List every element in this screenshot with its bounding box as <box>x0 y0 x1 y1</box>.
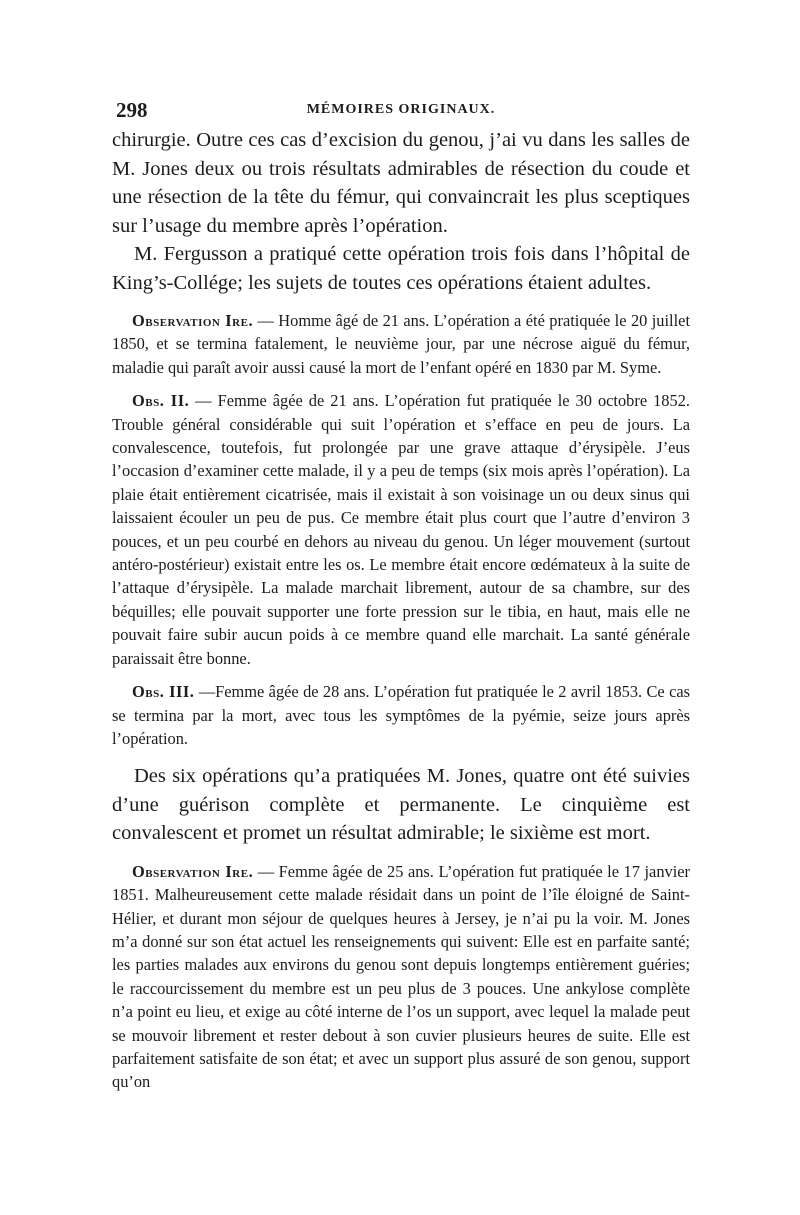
observation-text: — Femme âgée de 25 ans. L’opération fut pratiquée le 17 janvier 1851. Malheureusement cette malade résidait dans un point de l’île éloigné de Saint-Hélier, et durant mon séjour de quelques heures à Jersey, je n’ai pu la voir. M. Jones m’a donné sur son état actuel les renseignements qui suivent: Elle est en parfaite santé; les parties malades aux environs du genou sont depuis longtemps entièrement guéries; le raccourcissement du membre est un peu plus de 3 pouces. Une ankylose complète n’a point eu lieu, et exige au côté interne de l’os un support, avec lequel la malade peut se mouvoir librement et rester debout à son cuvier plusieurs heures de suite. Elle est parfaitement satisfaite de son état; et avec un support plus assuré de son genou, support qu’on <box>112 861 690 1092</box>
observation-paragraph <box>112 680 690 750</box>
observation-text: —Femme âgée de 28 ans. L’opération fut pratiquée le 2 avril 1853. Ce cas se termina par la mort, avec tous les symptômes de la pyémie, seize jours après l’opération. <box>112 682 690 748</box>
observation-text: — Femme âgée de 21 ans. L’opération fut pratiquée le 30 octobre 1852. Trouble général considérable qui suit l’opération et s’efface en peu de jours. La convalescence, toutefois, fut prolongée par une grave attaque d’érysipèle. J’eus l’occasion d’examiner cette malade, il y a peu de temps (six mois après l’opération). La plaie était entièrement cicatrisée, mais il existait à son voisinage un ou deux sinus qui laissaient écouler un peu de pus. Ce membre était plus court que l’autre d’environ 3 pouces, et un peu courbé en dehors au niveau du genou. Un léger mouvement (surtout antéro-postérieur) existait entre les os. Le membre était encore œdémateux à la suite de l’attaque d’érysipèle. La malade marchait librement, autour de sa chambre, sur des béquilles; elle pouvait supporter une forte pression sur le tibia, en haut, mais elle ne pouvait faire subir aucun poids à ce membre quand elle marchait. La santé générale paraissait être bonne. <box>112 391 690 668</box>
page-number: 298 <box>116 98 148 122</box>
body-paragraph: chirurgie. Outre ces cas d’excision du genou, j’ai vu dans les salles de M. Jones deux ou trois résultats admirables de résection du coude et une résection de la tête du fémur, qui convaincrait les plus sceptiques sur l’usage du membre après l’opération. <box>112 129 690 237</box>
running-title: MÉMOIRES ORIGINAUX. <box>306 102 496 117</box>
page-header <box>112 92 690 126</box>
observation-paragraph <box>112 389 690 670</box>
summary-paragraph: Des six opérations qu’a pratiquées M. Jones, quatre ont été suivies d’une guérison complète et permanente. Le cinquième est convalescent et promet un résultat admirable; le sixième est mort. <box>112 765 690 845</box>
body-paragraph: M. Fergusson a pratiqué cette opération trois fois dans l’hôpital de King’s-Collége; les sujets de toutes ces opérations étaient adultes. <box>112 243 690 294</box>
observation-label: Obs. II. <box>132 391 190 411</box>
observation-paragraph <box>112 860 690 1094</box>
observation-label: Observation Ire. <box>132 861 254 881</box>
observation-paragraph <box>112 309 690 379</box>
observation-text: — Homme âgé de 21 ans. L’opération a été pratiquée le 20 juillet 1850, et se termina fatalement, le neuvième jour, par une nécrose aiguë du fémur, maladie qui paraît avoir aussi causé la mort de l’enfant opéré en 1830 par M. Syme. <box>112 311 690 377</box>
observation-label: Obs. III. <box>132 682 195 702</box>
observation-label: Observation Ire. <box>132 311 254 330</box>
